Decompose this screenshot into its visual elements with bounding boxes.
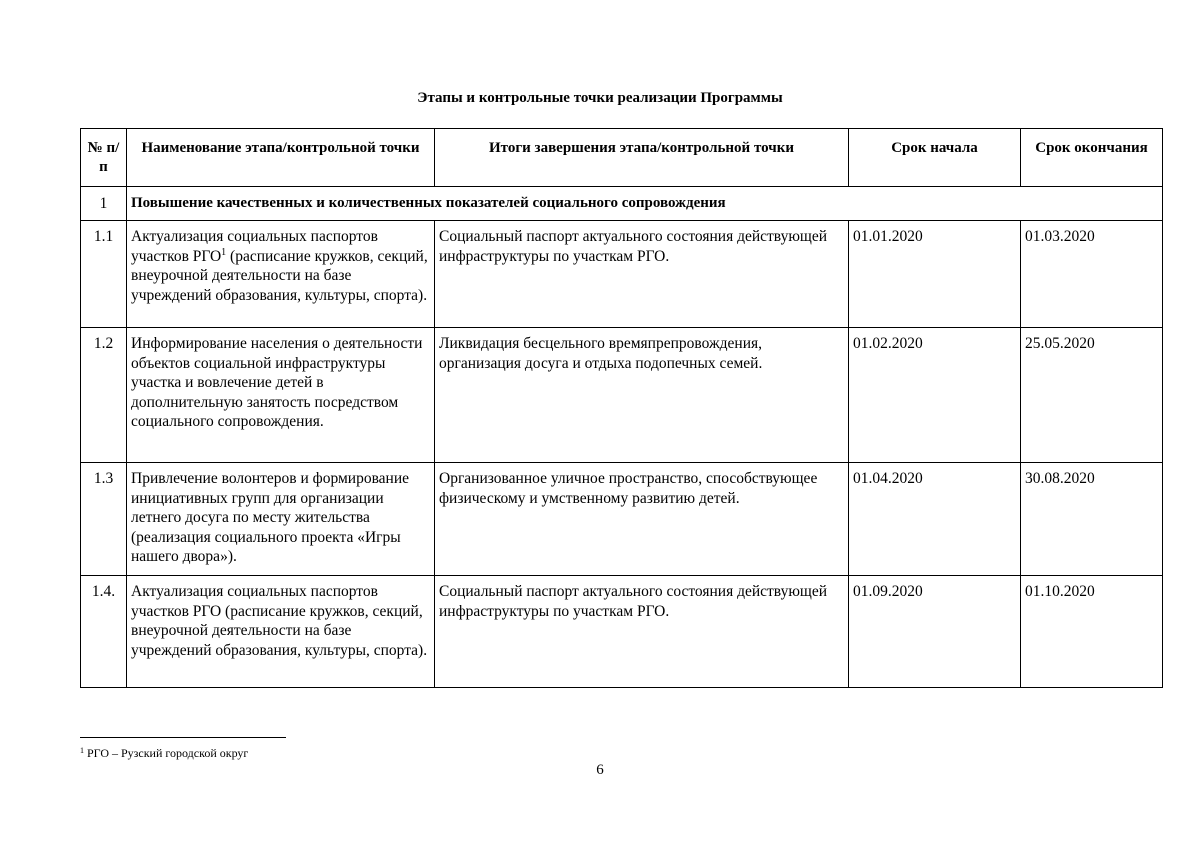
row-end: 25.05.2020 [1021,328,1163,463]
table-row [81,328,1163,463]
row-name-text-cont: (расписание кружков, секций, внеурочной деятельности на базе учреждений образования, культуры, спорта). [131,247,428,304]
row-num: 1.2 [81,328,127,463]
section-title: Повышение качественных и количественных показателей социального сопровождения [127,187,1163,221]
header-result: Итоги завершения этапа/контрольной точки [435,129,849,187]
row-start: 01.09.2020 [849,576,1021,688]
row-start: 01.02.2020 [849,328,1021,463]
row-name [127,221,435,328]
footnote-ref: 1 [221,246,227,258]
row-num: 1.1 [81,221,127,328]
footnote-text: РГО – Рузский городской округ [84,746,249,760]
row-end: 01.03.2020 [1021,221,1163,328]
stages-table [80,128,1163,688]
row-name: Информирование населения о деятельности объектов социальной инфраструктуры участка и вовлечение детей в дополнительную занятость посредством социального сопровождения. [127,328,435,463]
row-result: Ликвидация бесцельного времяпрепровождения, организация досуга и отдыха подопечных семей. [435,328,849,463]
row-name: Актуализация социальных паспортов участков РГО (расписание кружков, секций, внеурочной деятельности на базе учреждений образования, культуры, спорта). [127,576,435,688]
header-end: Срок окончания [1021,129,1163,187]
section-row [81,187,1163,221]
table-row [81,221,1163,328]
footnote-separator [80,737,286,738]
row-end: 01.10.2020 [1021,576,1163,688]
row-end: 30.08.2020 [1021,463,1163,576]
section-num: 1 [81,187,127,221]
header-num: № п/п [81,129,127,187]
table-header-row [81,129,1163,187]
row-result: Социальный паспорт актуального состояния действующей инфраструктуры по участкам РГО. [435,576,849,688]
header-start: Срок начала [849,129,1021,187]
table-row [81,463,1163,576]
row-result: Социальный паспорт актуального состояния действующей инфраструктуры по участкам РГО. [435,221,849,328]
row-name: Привлечение волонтеров и формирование инициативных групп для организации летнего досуга по месту жительства (реализация социального проекта «Игры нашего двора»). [127,463,435,576]
footnote-mark: 1 [80,746,84,755]
row-start: 01.01.2020 [849,221,1021,328]
table-row [81,576,1163,688]
footnote [80,746,248,761]
row-result: Организованное уличное пространство, способствующее физическому и умственному развитию детей. [435,463,849,576]
row-start: 01.04.2020 [849,463,1021,576]
row-num: 1.4. [81,576,127,688]
row-num: 1.3 [81,463,127,576]
page-title: Этапы и контрольные точки реализации Программы [417,90,783,106]
row-name-text: Актуализация социальных паспортов участков РГО [131,228,378,265]
page-number: 6 [596,762,604,778]
header-name: Наименование этапа/контрольной точки [127,129,435,187]
